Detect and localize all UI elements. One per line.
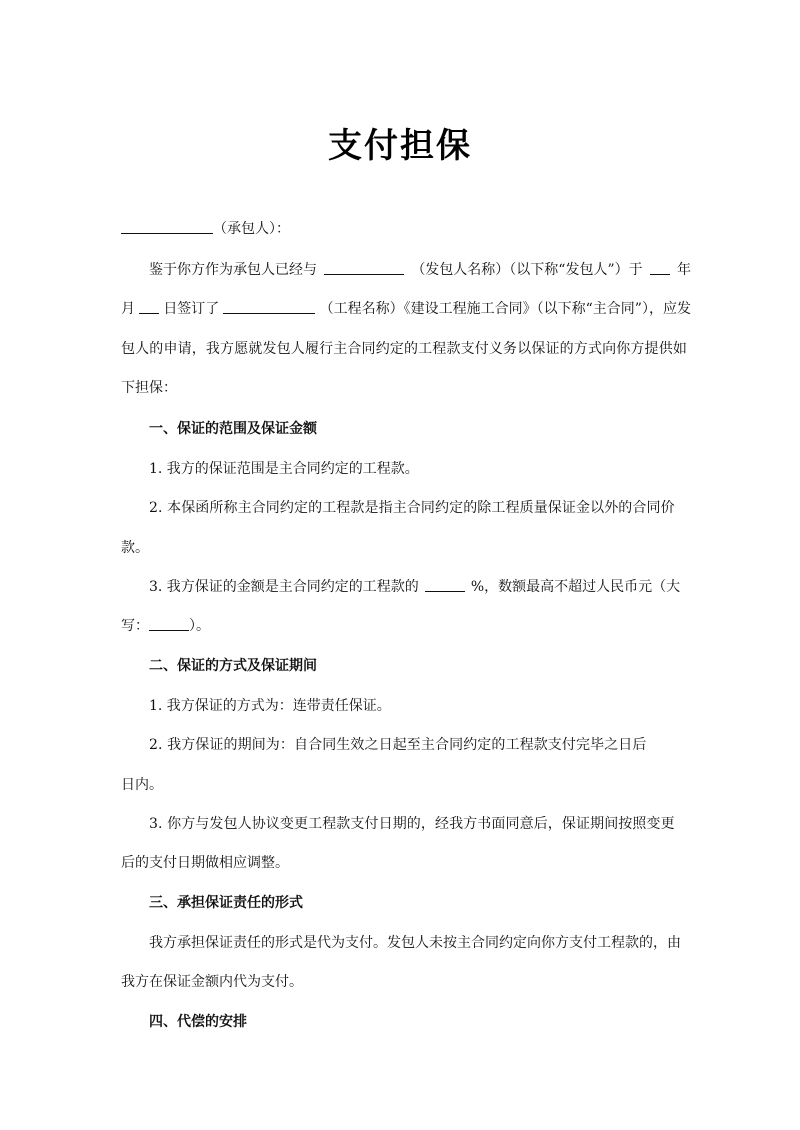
paragraph-line: 1. 我方的保证范围是主合同约定的工程款。 (149, 461, 419, 477)
addressee-line (121, 219, 691, 239)
percentage-blank[interactable] (425, 577, 465, 592)
paragraph-line: 日内。 (121, 777, 163, 793)
month-blank[interactable] (139, 299, 159, 314)
year-blank[interactable] (650, 260, 670, 275)
section-heading: 三、承担保证责任的形式 (149, 895, 303, 911)
project-name-blank[interactable] (223, 299, 315, 314)
paragraph-line: 1. 我方保证的方式为：连带责任保证。 (149, 698, 391, 714)
paragraph-line: 包人的申请，我方愿就发包人履行主合同约定的工程款支付义务以保证的方式向你方提供如 (121, 341, 687, 357)
paragraph-line: 2. 本保函所称主合同约定的工程款是指主合同约定的除工程质量保证金以外的合同价 (149, 500, 675, 516)
paragraph-line: 后的支付日期做相应调整。 (121, 855, 289, 871)
paragraph-line: 鉴于你方作为承包人已经与 （发包人名称）（以下称“发包人”）于 年 (149, 262, 691, 278)
paragraph-line: 下担保： (121, 380, 177, 396)
amount-in-words-blank[interactable] (149, 616, 189, 631)
paragraph-line: 2. 我方保证的期间为：自合同生效之日起至主合同约定的工程款支付完毕之日后 (149, 737, 647, 753)
paragraph-line: 月 日签订了 （工程名称）《建设工程施工合同》（以下称“主合同”），应发 (121, 301, 691, 317)
section-heading: 四、代偿的安排 (149, 1014, 247, 1030)
section-heading: 一、保证的范围及保证金额 (149, 421, 317, 437)
paragraph-line: 写： ）。 (121, 618, 210, 634)
addressee-label: （承包人）： (213, 221, 290, 237)
paragraph-line: 款。 (121, 540, 149, 556)
section-heading: 二、保证的方式及保证期间 (149, 658, 317, 674)
paragraph-line: 我方在保证金额内代为支付。 (121, 974, 303, 990)
document-title: 支付担保 (328, 126, 472, 166)
paragraph-line: 3. 我方保证的金额是主合同约定的工程款的 %，数额最高不超过人民币元（大 (149, 579, 681, 595)
paragraph-line: 3. 你方与发包人协议变更工程款支付日期的，经我方书面同意后，保证期间按照变更 (149, 816, 675, 832)
contractor-blank[interactable] (121, 219, 213, 234)
paragraph-line: 我方承担保证责任的形式是代为支付。发包人未按主合同约定向你方支付工程款的，由 (149, 935, 681, 951)
employer-name-blank[interactable] (324, 260, 404, 275)
